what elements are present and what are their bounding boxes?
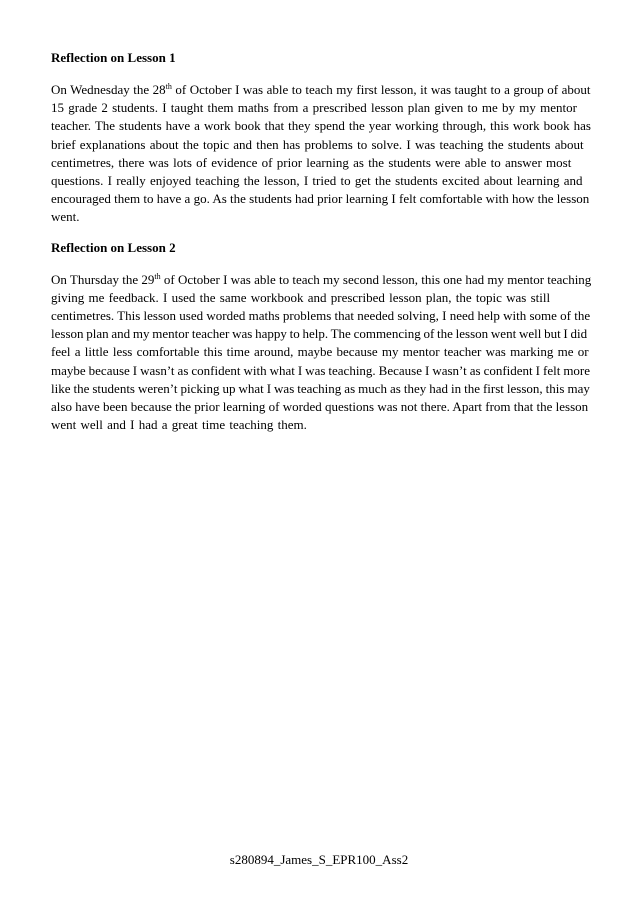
lesson-2-paragraph [51,271,591,435]
paragraph-line: centimetres. This lesson used worded maths problems that needed solving, I need help with some of the [51,308,591,324]
paragraph-line: teacher. The students have a work book that they spend the year working through, this work book has [51,118,591,134]
paragraph-line: centimetres, there was lots of evidence of prior learning as the students were able to answer most [51,154,572,170]
line-text: On Thursday the 29 [51,271,155,287]
paragraph-line: maybe because I wasn’t as confident with what I was teaching. Because I wasn’t as confident I felt more [51,362,591,378]
paragraph-line: giving me feedback. I used the same workbook and prescribed lesson plan, the topic was still [51,289,551,305]
ordinal-suffix: th [165,82,172,91]
paragraph-line [51,271,591,289]
line-text: of October I was able to teach my second lesson, this one had my mentor teaching [160,271,592,287]
lesson-2-heading: Reflection on Lesson 2 [51,239,176,255]
line-text: of October I was able to teach my first lesson, it was taught to a group of about [171,82,591,97]
lesson-1-paragraph [51,81,591,227]
paragraph-line: brief explanations about the topic and then has problems to solve. I was teaching the students about [51,136,584,152]
ordinal-suffix: th [154,271,161,281]
paragraph-line: 15 grade 2 students. I taught them maths from a prescribed lesson plan given to me by my mentor [51,100,577,116]
paragraph-line: also have been because the prior learning of worded questions was not there. Apart from that the lesson [51,399,589,415]
paragraph-line: went. [51,209,80,225]
document-body [51,49,591,434]
paragraph-line [51,81,591,99]
paragraph-line: like the students weren’t picking up what I was teaching as much as they had in the first lesson, this may [51,380,590,396]
lesson-1-heading: Reflection on Lesson 1 [51,50,176,65]
paragraph-line: questions. I really enjoyed teaching the lesson, I tried to get the students excited about learning and [51,173,583,189]
page-footer: s280894_James_S_EPR100_Ass2 [229,852,409,867]
paragraph-line: went well and I had a great time teaching them. [51,417,307,433]
paragraph-line: encouraged them to have a go. As the students had prior learning I felt comfortable with how the lesson [51,191,590,207]
paragraph-line: lesson plan and my mentor teacher was happy to help. The commencing of the lesson went well but I did [51,326,588,342]
line-text: On Wednesday the 28 [51,82,166,97]
paragraph-line: feel a little less comfortable this time around, maybe because my mentor teacher was marking me or [51,344,589,360]
